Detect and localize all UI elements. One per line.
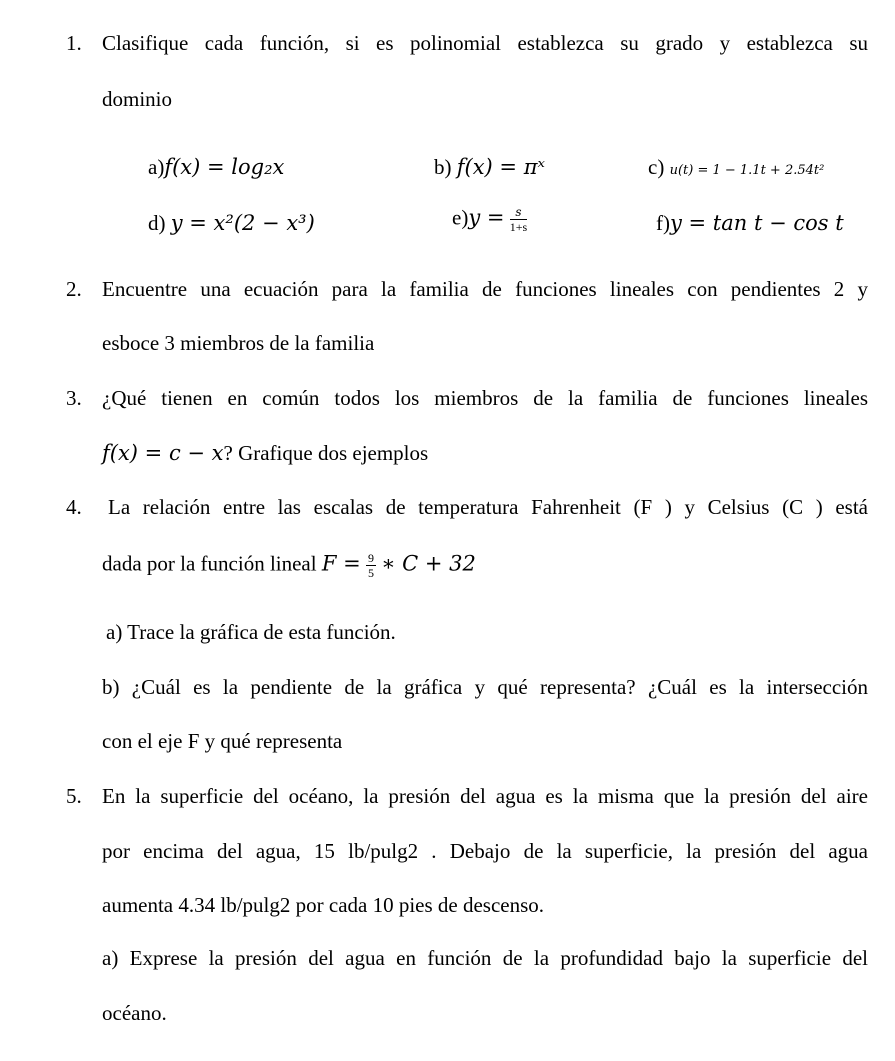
q1-item-c-expr: u(t) = 1 − 1.1t + 2.54t² [669,163,825,178]
q5-text-line1: En la superficie del océano, la presión del agua es la misma que la presión del aire [102,784,868,808]
q5-text-line2: por encima del agua, 15 lb/pulg2 . Debajo de la superficie, la presión del agua [102,839,868,863]
q1-item-d [148,213,315,234]
q1-text-line1: Clasifique cada función, si es polinomial establezca su grado y establezca su [102,31,868,55]
q1-item-e-numerator: s [510,206,527,220]
q1-item-d-expr: y = x²(2 − x³) [170,211,315,235]
q1-item-e [452,206,527,233]
q5-text-line3: aumenta 4.34 lb/pulg2 por cada 10 pies de descenso. [102,893,545,917]
q1-item-f-expr: y = tan t − cos t [670,211,844,235]
q1-item-a-label: a) [148,155,165,179]
q4-text-line2 [102,552,476,579]
q1-item-e-lhs: y = [468,205,505,230]
q4-formula-fraction [366,552,376,579]
q4-formula-lhs: F = [321,551,361,576]
q1-item-b [434,157,545,178]
q4-part-a: a) Trace la gráfica de esta función. [106,620,396,644]
q4-text-line1: La relación entre las escalas de temperatura Fahrenheit (F ) y Celsius (C ) está [108,495,868,519]
q1-text-line2: dominio [102,87,173,111]
q1-item-e-fraction [510,206,527,233]
q1-item-c-label: c) [648,155,665,179]
q3-text-line1: ¿Qué tienen en común todos los miembros de la familia de funciones lineales [102,386,868,410]
q5-part-a-line2: océano. [102,1001,167,1025]
q4-number: 4. [66,495,82,519]
q1-item-b-expr: f(x) = πˣ [456,155,545,179]
q1-item-a-expr: f(x) = log₂x [164,155,285,179]
q1-item-c [648,157,824,178]
q5-number: 5. [66,784,82,808]
q3-text-line2-rest: ? Grafique dos ejemplos [223,441,429,465]
q4-part-b-line1: b) ¿Cuál es la pendiente de la gráfica y qué representa? ¿Cuál es la intersección [102,675,868,699]
q4-part-b-line2: con el eje F y qué representa [102,729,343,753]
q4-formula-rhs: ∗ C + 32 [381,551,476,576]
q5-part-a-line1: a) Exprese la presión del agua en función de la profundidad bajo la superficie del [102,946,868,970]
q1-item-e-label: e) [452,205,469,230]
q4-formula-numerator: 9 [367,551,374,565]
q1-item-a [148,157,284,178]
q4-formula-denominator: 5 [367,566,374,580]
q2-text-line2: esboce 3 miembros de la familia [102,331,375,355]
q3-number: 3. [66,386,82,410]
q2-number: 2. [66,277,82,301]
q1-item-f [656,213,844,234]
q1-item-b-label: b) [434,155,452,179]
q1-number: 1. [66,31,82,55]
q3-formula: f(x) = c − x [102,441,224,465]
q3-text-line2 [102,443,428,464]
q1-item-f-label: f) [656,211,670,235]
q1-item-e-denominator: 1+s [509,220,528,234]
q4-text-line2-prefix: dada por la función lineal [102,551,317,576]
q2-text-line1: Encuentre una ecuación para la familia de funciones lineales con pendientes 2 y [102,277,868,301]
q1-item-d-label: d) [148,211,166,235]
